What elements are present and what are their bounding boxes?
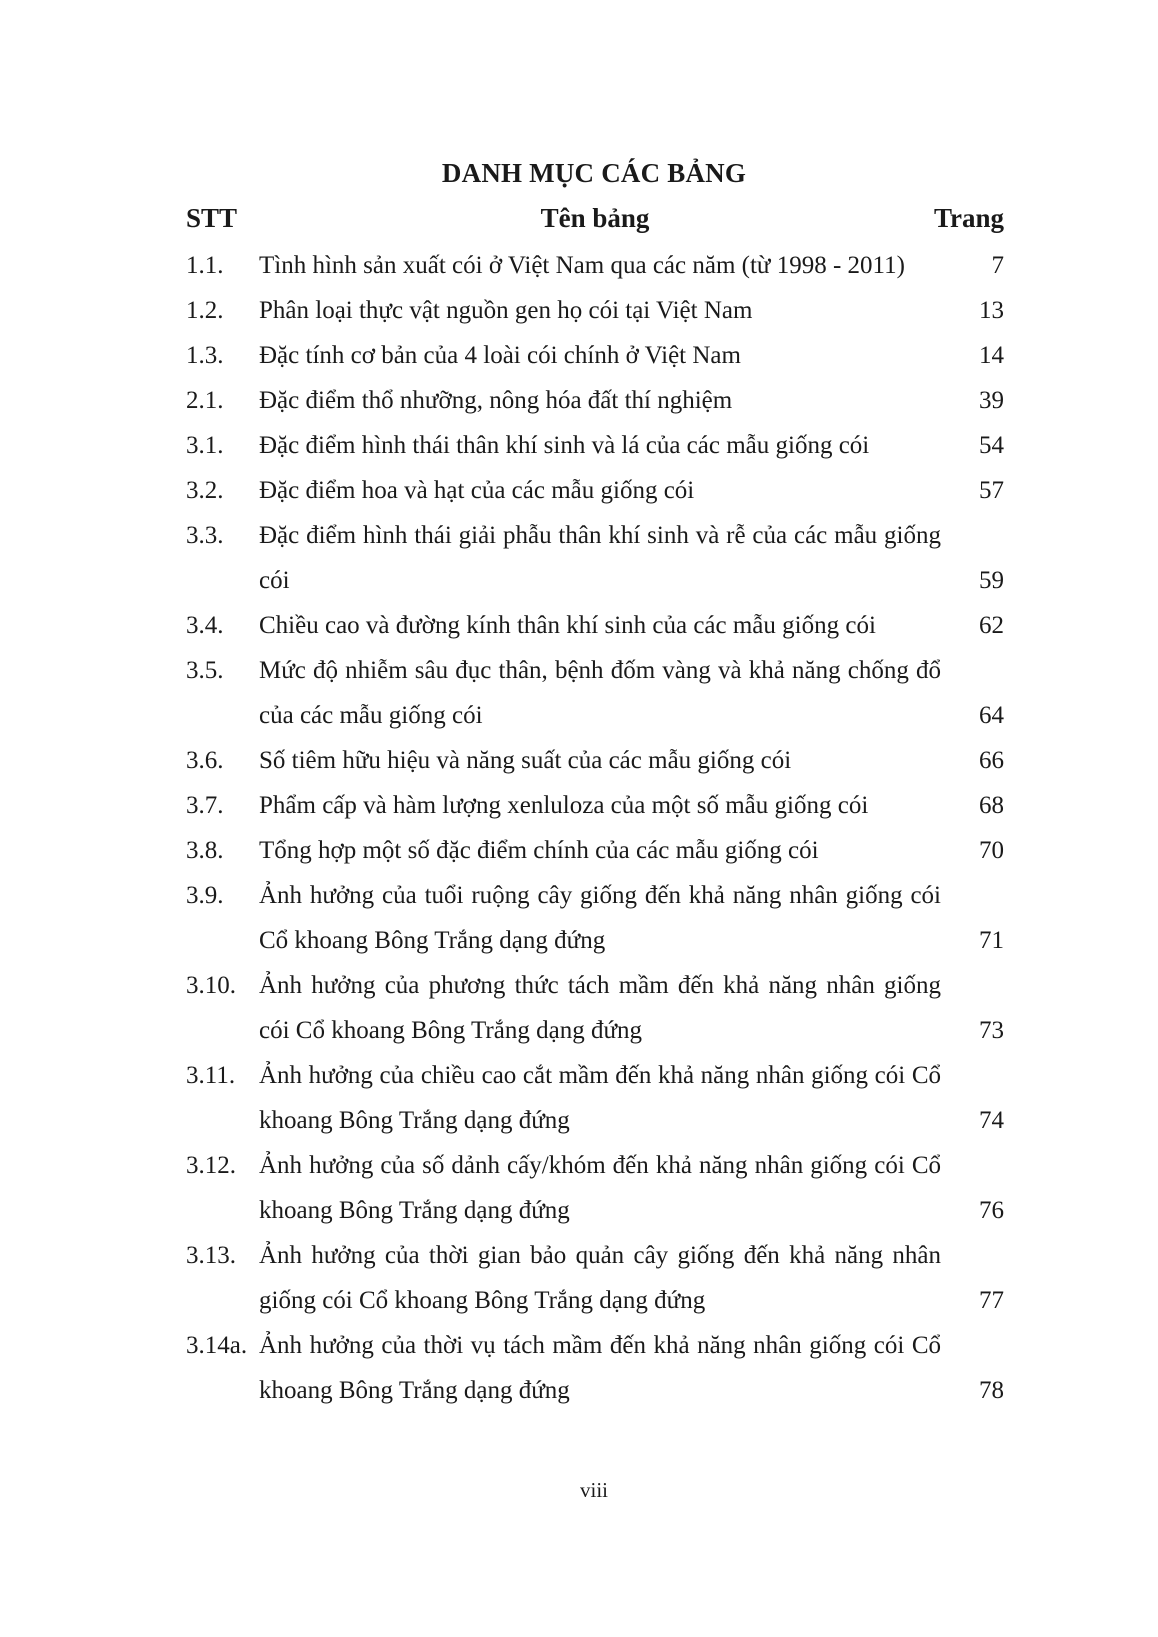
row-number: 1.1. bbox=[186, 252, 224, 279]
row-page: 66 bbox=[979, 747, 1004, 774]
row-number: 3.11. bbox=[186, 1062, 236, 1089]
row-page: 7 bbox=[991, 252, 1004, 279]
table-row bbox=[186, 333, 1004, 378]
row-page: 64 bbox=[979, 702, 1004, 729]
row-number: 3.4. bbox=[186, 612, 224, 639]
row-page: 62 bbox=[979, 612, 1004, 639]
row-title: Ảnh hưởng của số dảnh cấy/khóm đến khả năng nhân giống cói Cổ khoang Bông Trắng dạng đứng bbox=[259, 1152, 941, 1224]
table-row bbox=[186, 963, 1004, 1053]
row-title: Ảnh hưởng của phương thức tách mầm đến khả năng nhân giống cói Cổ khoang Bông Trắng dạng đứng bbox=[259, 972, 941, 1044]
row-number: 3.3. bbox=[186, 522, 224, 549]
row-page: 13 bbox=[979, 297, 1004, 324]
row-title: Đặc điểm hình thái thân khí sinh và lá của các mẫu giống cói bbox=[259, 432, 870, 459]
row-title: Đặc điểm hình thái giải phẫu thân khí sinh và rễ của các mẫu giống cói bbox=[259, 522, 941, 594]
table-row bbox=[186, 1323, 1004, 1413]
row-page: 59 bbox=[979, 567, 1004, 594]
table-row bbox=[186, 828, 1004, 873]
row-number: 3.1. bbox=[186, 432, 224, 459]
header-table-name: Tên bảng bbox=[540, 203, 650, 233]
table-row bbox=[186, 648, 1004, 738]
row-page: 39 bbox=[979, 387, 1004, 414]
row-number: 3.14a. bbox=[186, 1332, 248, 1359]
table-row bbox=[186, 873, 1004, 963]
row-page: 74 bbox=[979, 1107, 1004, 1134]
row-page: 57 bbox=[979, 477, 1004, 504]
row-number: 3.7. bbox=[186, 792, 224, 819]
table-row bbox=[186, 513, 1004, 603]
row-title: Phân loại thực vật nguồn gen họ cói tại Việt Nam bbox=[259, 297, 753, 324]
table-row bbox=[186, 1143, 1004, 1233]
row-title: Ảnh hưởng của thời vụ tách mầm đến khả năng nhân giống cói Cổ khoang Bông Trắng dạng đứng bbox=[259, 1332, 941, 1404]
table-row bbox=[186, 783, 1004, 828]
row-title: Ảnh hưởng của chiều cao cắt mầm đến khả năng nhân giống cói Cổ khoang Bông Trắng dạng đứng bbox=[259, 1062, 941, 1134]
row-title: Chiều cao và đường kính thân khí sinh của các mẫu giống cói bbox=[259, 612, 876, 639]
row-title: Đặc điểm thổ nhưỡng, nông hóa đất thí nghiệm bbox=[259, 387, 733, 414]
table-row bbox=[186, 1053, 1004, 1143]
row-page: 76 bbox=[979, 1197, 1004, 1224]
table-row bbox=[186, 738, 1004, 783]
row-title: Ảnh hưởng của tuổi ruộng cây giống đến khả năng nhân giống cói Cổ khoang Bông Trắng dạng đứng bbox=[259, 882, 941, 954]
row-page: 14 bbox=[979, 342, 1004, 369]
row-title: Ảnh hưởng của thời gian bảo quản cây giống đến khả năng nhân giống cói Cổ khoang Bông Trắng dạng đứng bbox=[259, 1242, 941, 1314]
table-row bbox=[186, 243, 1004, 288]
header-stt: STT bbox=[186, 203, 238, 233]
table-row bbox=[186, 288, 1004, 333]
header-page: Trang bbox=[933, 203, 1004, 233]
row-title: Phẩm cấp và hàm lượng xenluloza của một số mẫu giống cói bbox=[259, 792, 869, 819]
table-row bbox=[186, 423, 1004, 468]
row-title: Đặc tính cơ bản của 4 loài cói chính ở Việt Nam bbox=[259, 342, 741, 369]
row-number: 1.3. bbox=[186, 342, 224, 369]
row-title: Đặc điểm hoa và hạt của các mẫu giống cói bbox=[259, 477, 695, 504]
row-page: 78 bbox=[979, 1377, 1004, 1404]
table-row bbox=[186, 378, 1004, 423]
row-page: 71 bbox=[979, 927, 1004, 954]
table-list bbox=[186, 243, 1004, 1413]
row-number: 3.8. bbox=[186, 837, 224, 864]
table-row bbox=[186, 468, 1004, 513]
row-page: 70 bbox=[979, 837, 1004, 864]
row-number: 2.1. bbox=[186, 387, 224, 414]
table-row bbox=[186, 603, 1004, 648]
row-number: 3.6. bbox=[186, 747, 224, 774]
row-title: Số tiêm hữu hiệu và năng suất của các mẫu giống cói bbox=[259, 747, 792, 774]
row-title: Mức độ nhiễm sâu đục thân, bệnh đốm vàng và khả năng chống đổ của các mẫu giống cói bbox=[259, 657, 941, 729]
row-number: 3.13. bbox=[186, 1242, 236, 1269]
row-page: 68 bbox=[979, 792, 1004, 819]
row-number: 3.12. bbox=[186, 1152, 236, 1179]
row-number: 3.2. bbox=[186, 477, 224, 504]
page-number: viii bbox=[579, 1478, 608, 1502]
row-number: 3.9. bbox=[186, 882, 224, 909]
row-title: Tổng hợp một số đặc điểm chính của các mẫu giống cói bbox=[259, 837, 819, 864]
row-title: Tình hình sản xuất cói ở Việt Nam qua các năm (từ 1998 - 2011) bbox=[259, 252, 905, 279]
page-title: DANH MỤC CÁC BẢNG bbox=[441, 158, 747, 188]
row-page: 54 bbox=[979, 432, 1004, 459]
row-number: 3.5. bbox=[186, 657, 224, 684]
row-number: 1.2. bbox=[186, 297, 224, 324]
row-page: 73 bbox=[979, 1017, 1004, 1044]
table-row bbox=[186, 1233, 1004, 1323]
row-number: 3.10. bbox=[186, 972, 236, 999]
row-page: 77 bbox=[979, 1287, 1004, 1314]
table-header bbox=[186, 203, 1004, 243]
